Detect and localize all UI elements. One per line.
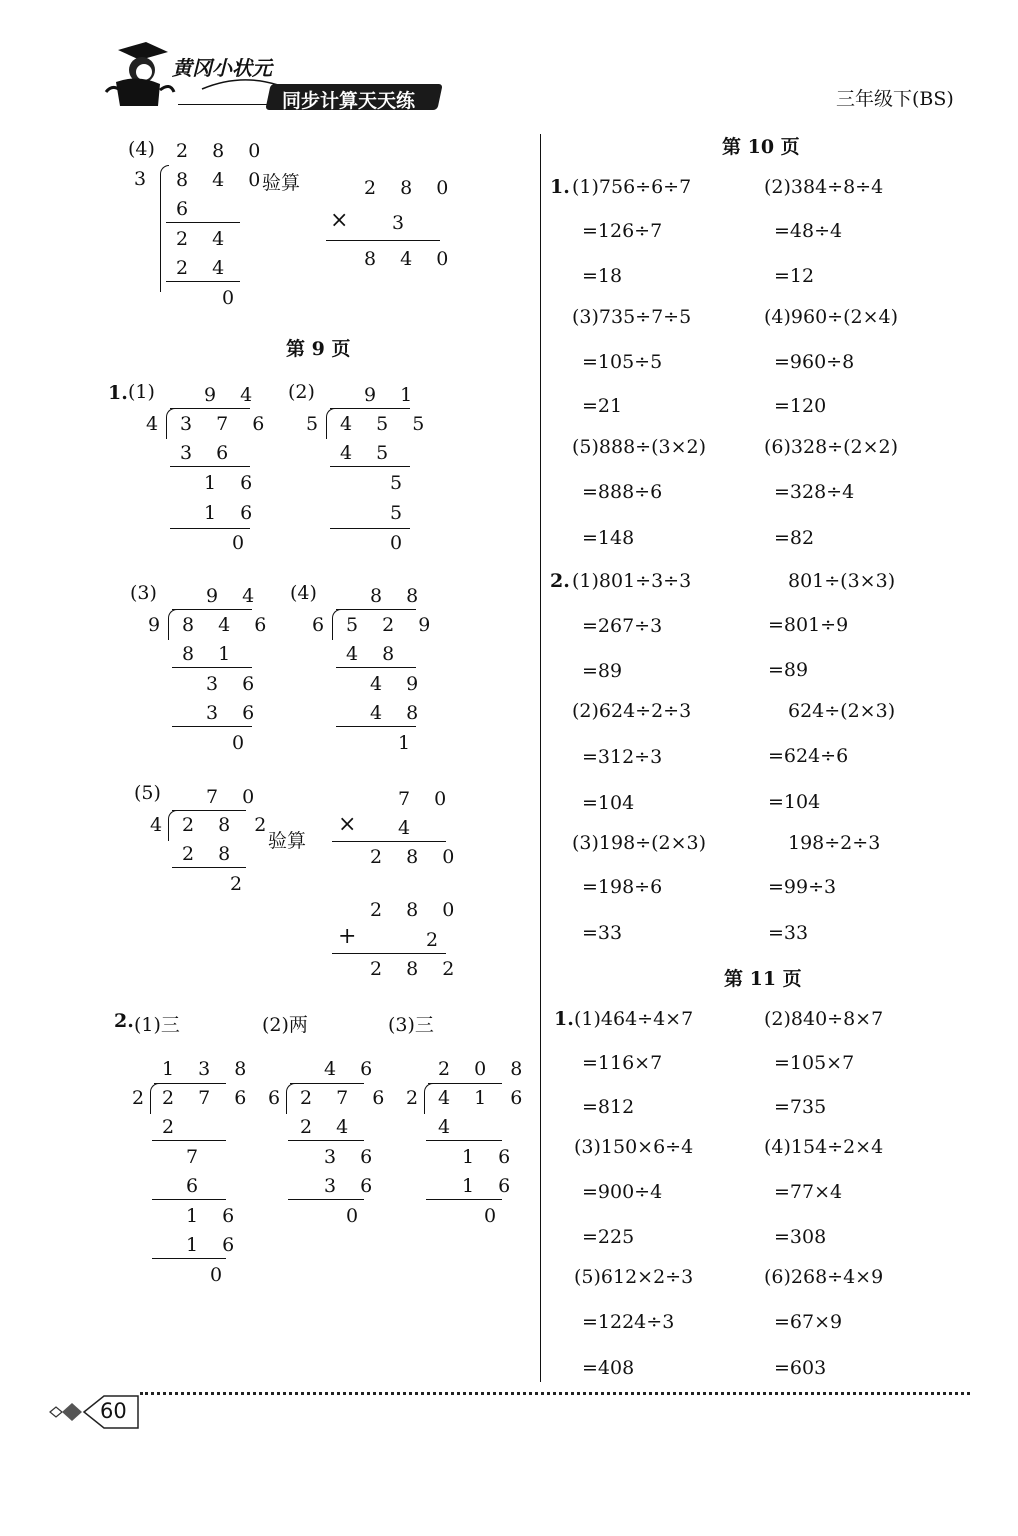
expression-step: =1224÷3 bbox=[582, 1311, 675, 1333]
dividend: 2 8 2 bbox=[182, 814, 276, 836]
item-label: (5) bbox=[134, 782, 161, 804]
expression-result: =21 bbox=[582, 395, 623, 417]
step: 7 bbox=[186, 1146, 199, 1168]
quotient: 2 0 8 bbox=[438, 1058, 532, 1080]
step: 5 bbox=[390, 502, 403, 524]
brand-name: 黄冈小状元 bbox=[172, 56, 272, 80]
division-line bbox=[166, 222, 240, 223]
step: 0 bbox=[232, 532, 245, 554]
division-line bbox=[330, 466, 410, 467]
check-op: × bbox=[330, 208, 349, 233]
check-top: 2 8 0 bbox=[364, 177, 458, 199]
quotient: 1 3 8 bbox=[162, 1058, 256, 1080]
brand-swoosh bbox=[200, 76, 280, 90]
division-bracket bbox=[166, 408, 175, 439]
diamond-icon bbox=[48, 1392, 148, 1432]
quotient: 7 0 bbox=[206, 786, 264, 808]
p11-question-1-label: 1. bbox=[554, 1008, 574, 1030]
expression-result: =89 bbox=[582, 660, 623, 682]
step: 3 6 bbox=[206, 673, 264, 695]
division-line bbox=[172, 667, 252, 668]
dividend: 5 2 9 bbox=[346, 614, 440, 636]
divisor: 4 bbox=[150, 814, 163, 836]
expression-step: =198÷6 bbox=[582, 876, 663, 898]
mul-op: × bbox=[338, 812, 357, 837]
expression: (4)960÷(2×4) bbox=[764, 306, 899, 328]
add-result: 2 8 2 bbox=[370, 958, 464, 980]
step: 8 1 bbox=[182, 643, 240, 665]
mascot-logo bbox=[98, 40, 178, 110]
step: 3 6 bbox=[324, 1175, 382, 1197]
division-line bbox=[172, 810, 246, 811]
step: 0 bbox=[390, 532, 403, 554]
step: 1 6 bbox=[186, 1234, 244, 1256]
expression-result: =33 bbox=[582, 922, 623, 944]
step: 1 6 bbox=[186, 1205, 244, 1227]
expression: (5)612×2÷3 bbox=[574, 1266, 694, 1288]
check-result: 8 4 0 bbox=[364, 248, 458, 270]
expression-step: =48÷4 bbox=[774, 220, 843, 242]
step: 0 bbox=[484, 1205, 497, 1227]
check-label: 验算 bbox=[268, 830, 307, 852]
step: 0 bbox=[210, 1264, 223, 1286]
dividend: 2 7 6 bbox=[300, 1087, 394, 1109]
dotted-rule bbox=[140, 1392, 970, 1395]
expression: 801÷(3×3) bbox=[788, 570, 896, 592]
page9-title: 第 9 页 bbox=[286, 338, 351, 360]
divisor: 5 bbox=[306, 413, 319, 435]
divisor: 2 bbox=[132, 1087, 145, 1109]
dividend: 4 5 5 bbox=[340, 413, 434, 435]
step: 1 6 bbox=[462, 1175, 520, 1197]
division-line bbox=[426, 1140, 502, 1141]
step: 3 6 bbox=[180, 442, 238, 464]
divisor: 2 bbox=[406, 1087, 419, 1109]
quotient: 8 8 bbox=[370, 585, 428, 607]
item-label: (2) bbox=[288, 381, 315, 403]
step: 2 4 bbox=[176, 228, 234, 250]
step: 6 bbox=[176, 198, 189, 220]
expression-step: =328÷4 bbox=[774, 481, 855, 503]
quotient: 9 1 bbox=[364, 384, 422, 406]
divisor: 3 bbox=[134, 168, 147, 190]
answer-1: (1)三 bbox=[134, 1014, 180, 1036]
series-underline bbox=[178, 104, 278, 105]
division-bracket bbox=[326, 408, 335, 439]
quotient: 9 4 bbox=[206, 585, 264, 607]
division-line bbox=[288, 1199, 364, 1200]
divisor: 6 bbox=[268, 1087, 281, 1109]
division-bracket bbox=[150, 1083, 159, 1114]
division-line bbox=[290, 1083, 364, 1084]
expression-step: =960÷8 bbox=[774, 351, 855, 373]
expression-step: =77×4 bbox=[774, 1181, 843, 1203]
expression: (1)801÷3÷3 bbox=[572, 570, 692, 592]
step: 1 bbox=[398, 732, 411, 754]
expression: (5)888÷(3×2) bbox=[572, 436, 707, 458]
step: 2 8 bbox=[182, 843, 240, 865]
page10-title: 第 10 页 bbox=[722, 136, 800, 158]
divisor: 6 bbox=[312, 614, 325, 636]
expression-result: =408 bbox=[582, 1357, 635, 1379]
step: 4 8 bbox=[370, 702, 428, 724]
expression: (2)840÷8×7 bbox=[764, 1008, 884, 1030]
expression: (4)154÷2×4 bbox=[764, 1136, 884, 1158]
dividend: 2 7 6 bbox=[162, 1087, 256, 1109]
add-top: 2 8 0 bbox=[370, 899, 464, 921]
division-bracket bbox=[332, 609, 341, 640]
step: 4 8 bbox=[346, 643, 404, 665]
division-line bbox=[428, 1083, 502, 1084]
dividend: 8 4 0 bbox=[176, 169, 270, 191]
expression-result: =12 bbox=[774, 265, 815, 287]
expression-result: =33 bbox=[768, 922, 809, 944]
add-op: + bbox=[338, 924, 357, 949]
dividend: 4 1 6 bbox=[438, 1087, 532, 1109]
dividend: 3 7 6 bbox=[180, 413, 274, 435]
step: 0 bbox=[222, 287, 235, 309]
expression-result: =735 bbox=[774, 1096, 827, 1118]
series-title: 同步计算天天练 bbox=[282, 90, 416, 112]
division-line bbox=[426, 1199, 502, 1200]
division-line bbox=[152, 1140, 226, 1141]
mascot-icon bbox=[98, 40, 178, 110]
quotient: 2 8 0 bbox=[176, 140, 270, 162]
division-line bbox=[336, 726, 416, 727]
expression-result: =148 bbox=[582, 527, 635, 549]
p10-question-2-label: 2. bbox=[550, 570, 570, 592]
step: 2 4 bbox=[176, 257, 234, 279]
division-line bbox=[330, 528, 410, 529]
p10-question-1-label: 1. bbox=[550, 176, 570, 198]
step: 0 bbox=[346, 1205, 359, 1227]
step: 4 bbox=[438, 1116, 451, 1138]
expression-step: =99÷3 bbox=[768, 876, 837, 898]
step: 4 9 bbox=[370, 673, 428, 695]
expression-step: =267÷3 bbox=[582, 615, 663, 637]
expression: (3)150×6÷4 bbox=[574, 1136, 694, 1158]
expression-step: =888÷6 bbox=[582, 481, 663, 503]
division-line bbox=[170, 466, 250, 467]
item-label: (1) bbox=[128, 381, 155, 403]
expression-result: =120 bbox=[774, 395, 827, 417]
page-number-badge bbox=[48, 1392, 148, 1432]
grade-label: 三年级下(BS) bbox=[836, 88, 954, 110]
division-line bbox=[288, 1140, 364, 1141]
mul-top: 7 0 bbox=[398, 788, 456, 810]
division-bracket bbox=[168, 609, 177, 640]
expression: (1)464÷4×7 bbox=[574, 1008, 694, 1030]
division-line bbox=[152, 1258, 226, 1259]
step: 2 bbox=[162, 1116, 175, 1138]
division-line bbox=[336, 667, 416, 668]
column-divider bbox=[540, 134, 541, 1382]
expression-result: =603 bbox=[774, 1357, 827, 1379]
expression: (2)624÷2÷3 bbox=[572, 700, 692, 722]
answer-3: (3)三 bbox=[388, 1014, 434, 1036]
expression: 198÷2÷3 bbox=[788, 832, 881, 854]
step: 4 5 bbox=[340, 442, 398, 464]
expression-result: =82 bbox=[774, 527, 815, 549]
divisor: 9 bbox=[148, 614, 161, 636]
expression-step: =624÷6 bbox=[768, 745, 849, 767]
division-line bbox=[336, 609, 416, 610]
expression-result: =225 bbox=[582, 1226, 635, 1248]
expression-step: =801÷9 bbox=[768, 614, 849, 636]
division-line bbox=[170, 408, 250, 409]
check-line bbox=[326, 240, 440, 241]
step: 0 bbox=[232, 732, 245, 754]
division-bracket bbox=[168, 810, 177, 841]
expression: (6)328÷(2×2) bbox=[764, 436, 899, 458]
page11-title: 第 11 页 bbox=[724, 968, 802, 990]
page-number: 60 bbox=[100, 1399, 127, 1423]
add-bottom: 2 bbox=[426, 929, 439, 951]
expression: (3)198÷(2×3) bbox=[572, 832, 707, 854]
step: 2 4 bbox=[300, 1116, 358, 1138]
item-label: (3) bbox=[130, 582, 157, 604]
expression-result: =308 bbox=[774, 1226, 827, 1248]
division-line bbox=[330, 408, 410, 409]
expression-step: =126÷7 bbox=[582, 220, 663, 242]
dividend: 8 4 6 bbox=[182, 614, 276, 636]
step: 1 6 bbox=[204, 502, 262, 524]
division-line bbox=[166, 281, 240, 282]
division-bracket bbox=[160, 165, 169, 292]
check-line bbox=[332, 953, 446, 954]
expression: (2)384÷8÷4 bbox=[764, 176, 884, 198]
divisor: 4 bbox=[146, 413, 159, 435]
expression: 624÷(2×3) bbox=[788, 700, 896, 722]
check-line bbox=[332, 841, 446, 842]
mul-result: 2 8 0 bbox=[370, 846, 464, 868]
expression-step: =105÷5 bbox=[582, 351, 663, 373]
division-line bbox=[172, 726, 252, 727]
step: 3 6 bbox=[324, 1146, 382, 1168]
expression: (3)735÷7÷5 bbox=[572, 306, 692, 328]
step: 6 bbox=[186, 1175, 199, 1197]
division-line bbox=[154, 1083, 226, 1084]
item-label: (4) bbox=[128, 138, 155, 160]
expression-step: =105×7 bbox=[774, 1052, 855, 1074]
expression-step: =312÷3 bbox=[582, 746, 663, 768]
expression-result: =18 bbox=[582, 265, 623, 287]
step: 1 6 bbox=[204, 472, 262, 494]
quotient: 4 6 bbox=[324, 1058, 382, 1080]
mul-bottom: 4 bbox=[398, 817, 411, 839]
expression-result: =89 bbox=[768, 659, 809, 681]
expression-result: =812 bbox=[582, 1096, 635, 1118]
division-line bbox=[170, 528, 250, 529]
quotient: 9 4 bbox=[204, 384, 262, 406]
division-line bbox=[172, 867, 246, 868]
expression-step: =67×9 bbox=[774, 1311, 843, 1333]
expression-step: =116×7 bbox=[582, 1052, 663, 1074]
expression-result: =104 bbox=[768, 791, 821, 813]
check-label: 验算 bbox=[262, 172, 301, 194]
division-bracket bbox=[424, 1083, 433, 1114]
expression-step: =900÷4 bbox=[582, 1181, 663, 1203]
step: 3 6 bbox=[206, 702, 264, 724]
item-label: (4) bbox=[290, 582, 317, 604]
division-line bbox=[152, 1199, 226, 1200]
question-2-label: 2. bbox=[114, 1010, 134, 1032]
question-1-label: 1. bbox=[108, 382, 128, 404]
step: 2 bbox=[230, 873, 243, 895]
step: 5 bbox=[390, 472, 403, 494]
answer-2: (2)两 bbox=[262, 1014, 308, 1036]
expression-result: =104 bbox=[582, 792, 635, 814]
expression: (1)756÷6÷7 bbox=[572, 176, 692, 198]
expression: (6)268÷4×9 bbox=[764, 1266, 884, 1288]
check-mult: 3 bbox=[392, 212, 405, 234]
division-bracket bbox=[286, 1083, 295, 1114]
step: 1 6 bbox=[462, 1146, 520, 1168]
division-line bbox=[172, 609, 252, 610]
